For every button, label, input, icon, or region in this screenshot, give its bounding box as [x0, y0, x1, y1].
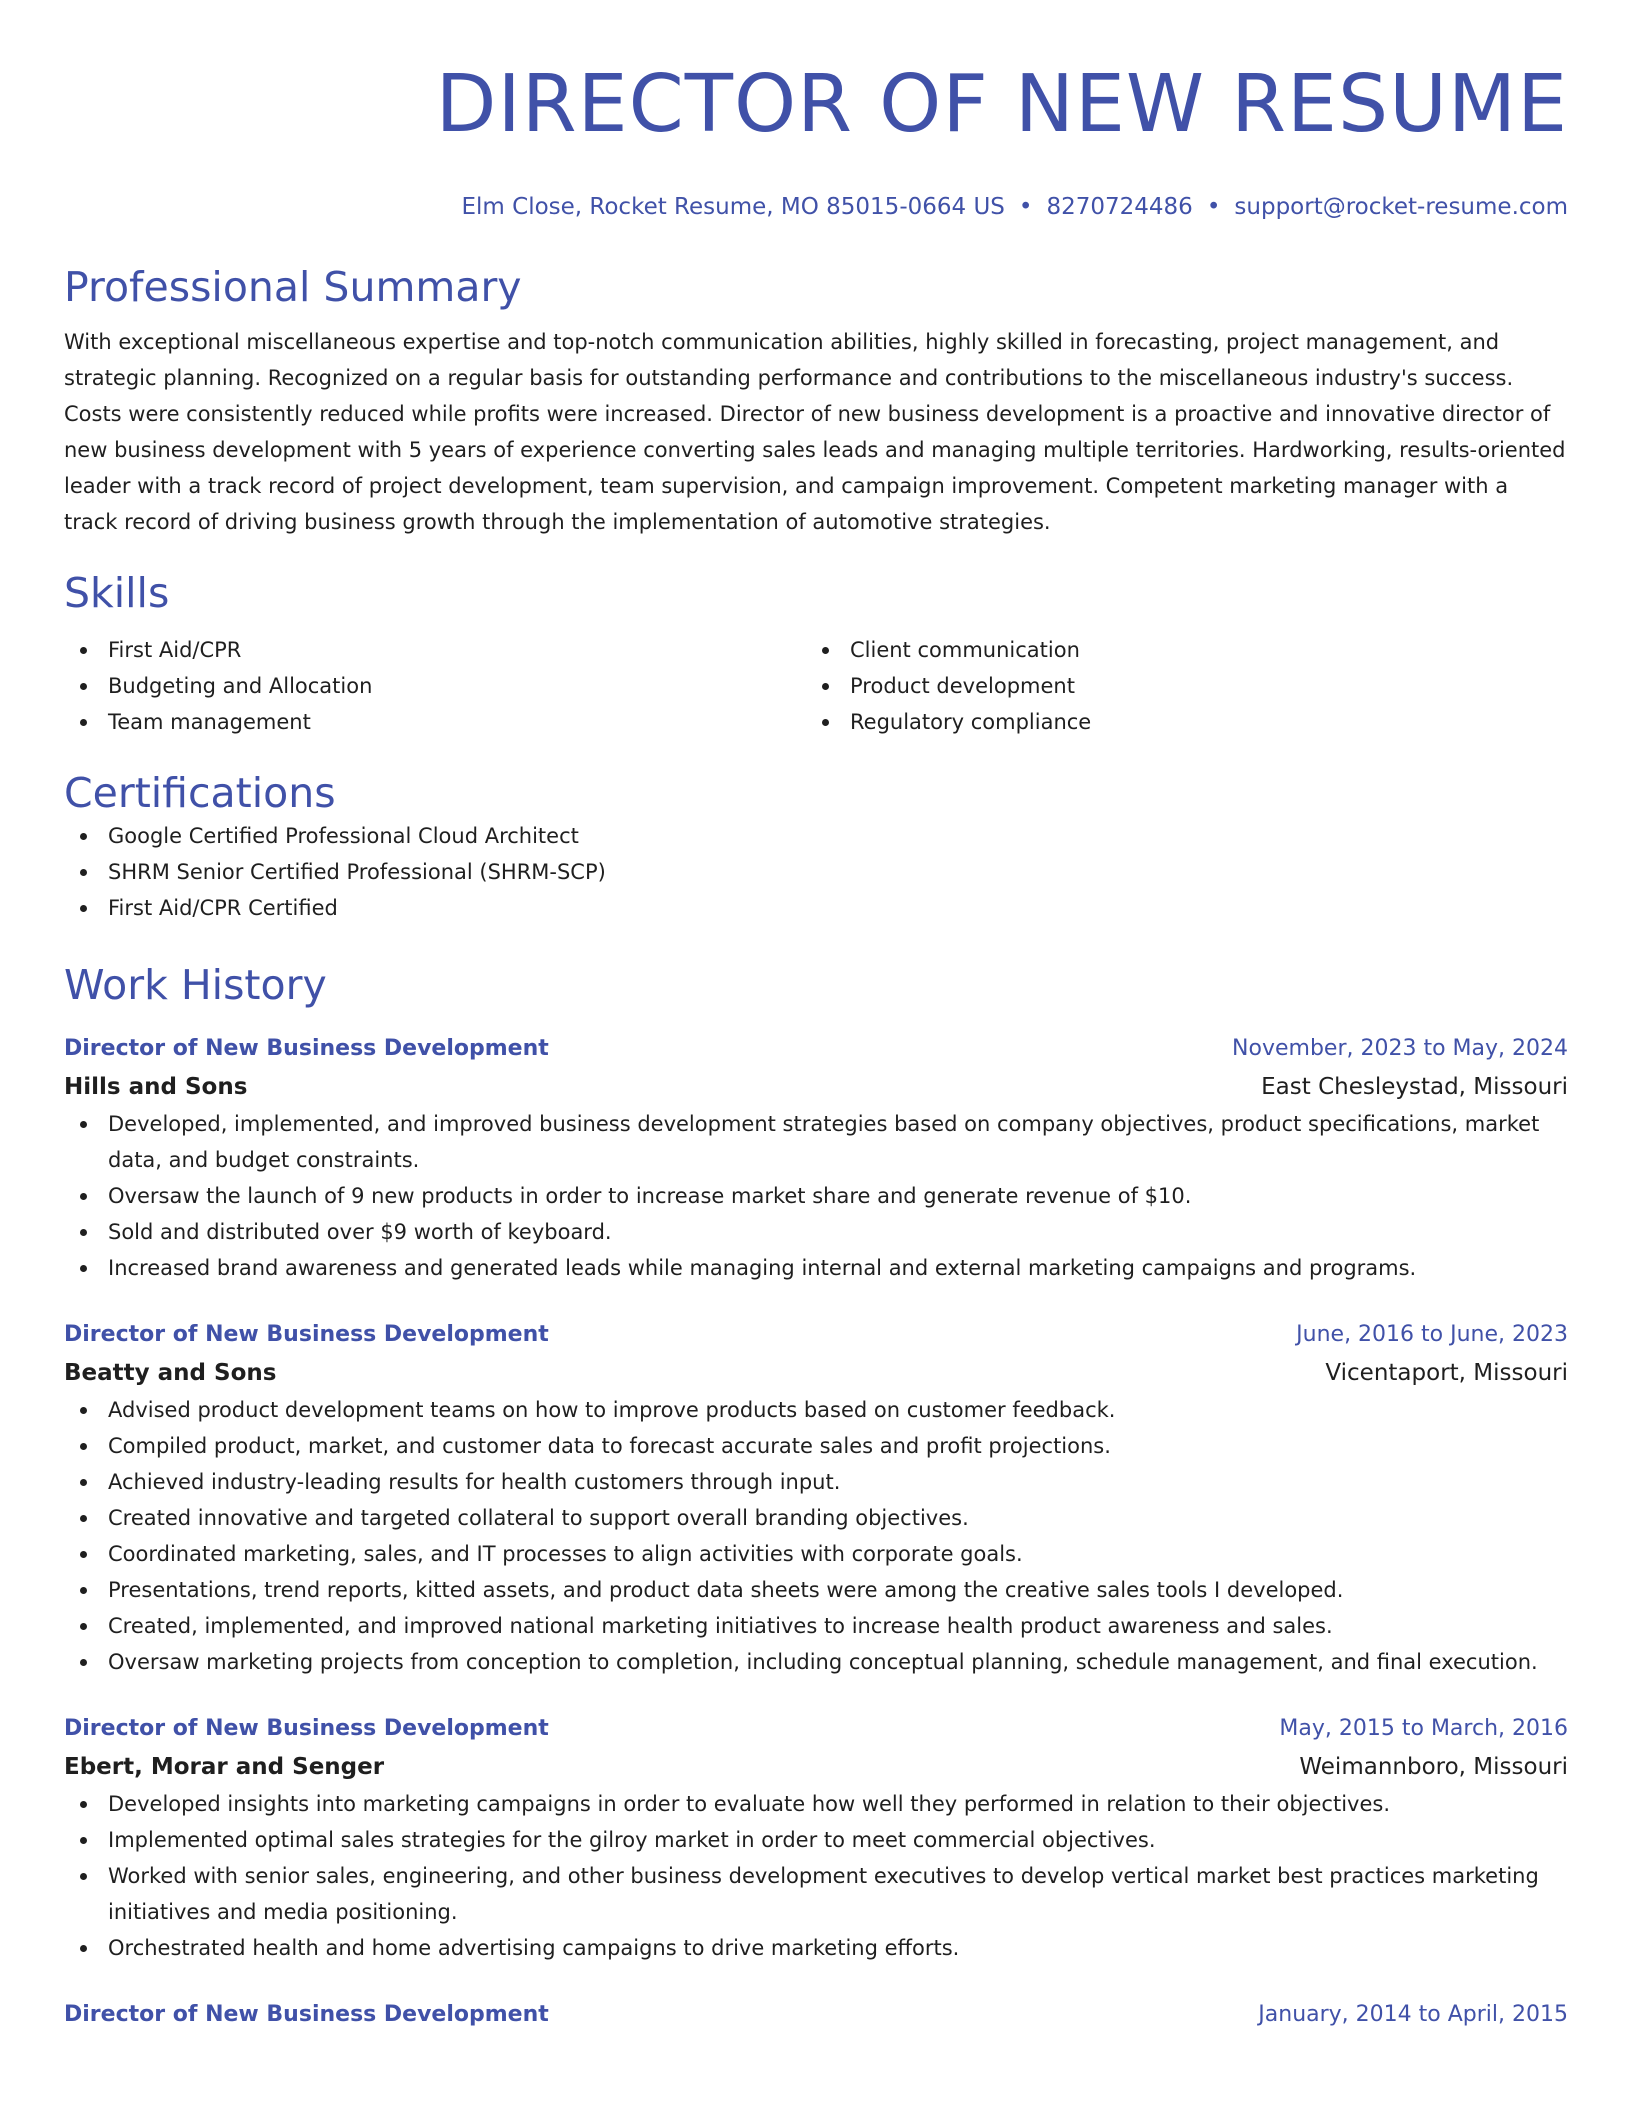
job-title: Director of New Business Development: [64, 1036, 549, 1061]
job-bullet: Compiled product, market, and customer data to forecast accurate sales and profit projections.: [64, 1428, 1568, 1464]
skill-item: Client communication: [806, 632, 1548, 668]
job-bullet: Increased brand awareness and generated leads while managing internal and external marketing campaigns and programs.: [64, 1250, 1568, 1286]
skills-heading: Skills: [64, 569, 170, 617]
skills-list-left: [64, 632, 806, 740]
job-bullets: [64, 1392, 1568, 1680]
job-company-row: [64, 1748, 1568, 1786]
summary-text: With exceptional miscellaneous expertise and top-notch communication abilities, highly skilled in forecasting, project management, and strategic planning. Recognized on a regular basis for outstanding performance and contributions to the miscellaneous industry's success. Costs were consistently reduced while profits were increased. Director of new business development is a proactive and innovative director of new business development with 5 years of experience converting sales leads and managing multiple territories. Hardworking, results-oriented leader with a track record of project development, team supervision, and campaign improvement. Competent marketing manager with a track record of driving business growth through the implementation of automotive strategies.: [64, 330, 1566, 534]
contact-separator: •: [1018, 194, 1033, 220]
job-bullet: Developed insights into marketing campaigns in order to evaluate how well they performed in relation to their objectives.: [64, 1786, 1568, 1822]
job-entry: [64, 1030, 1568, 1286]
skill-item: Regulatory compliance: [806, 704, 1548, 740]
job-header-row: [64, 1030, 1568, 1068]
job-company: Beatty and Sons: [64, 1360, 277, 1386]
job-bullet: Created innovative and targeted collateral to support overall branding objectives.: [64, 1500, 1568, 1536]
job-dates: June, 2016 to June, 2023: [1296, 1322, 1568, 1347]
job-company-row: [64, 1068, 1568, 1106]
certification-item: Google Certified Professional Cloud Architect: [64, 818, 1568, 854]
job-bullet: Created, implemented, and improved national marketing initiatives to increase health product awareness and sales.: [64, 1608, 1568, 1644]
skills-column-right: [806, 632, 1548, 740]
skills-column-left: [64, 632, 806, 740]
job-bullet: Worked with senior sales, engineering, and other business development executives to develop vertical market best practices marketing initiatives and media positioning.: [64, 1858, 1568, 1930]
job-bullet: Oversaw the launch of 9 new products in order to increase market share and generate revenue of $10.: [64, 1178, 1568, 1214]
job-header-row: [64, 1996, 1568, 2034]
job-entry: [64, 1316, 1568, 1680]
job-title: Director of New Business Development: [64, 1716, 549, 1741]
skills-grid: [64, 632, 1568, 740]
certifications-list: [64, 818, 1568, 926]
job-header-row: [64, 1316, 1568, 1354]
skills-list-right: [806, 632, 1548, 740]
job-location: East Chesleystad, Missouri: [1261, 1074, 1568, 1100]
summary-heading: Professional Summary: [64, 263, 522, 311]
skill-item: Budgeting and Allocation: [64, 668, 806, 704]
contact-separator: •: [1206, 194, 1221, 220]
certification-item: First Aid/CPR Certified: [64, 890, 1568, 926]
job-bullets: [64, 1106, 1568, 1286]
contact-phone: 8270724486: [1046, 194, 1193, 220]
skill-item: Product development: [806, 668, 1548, 704]
job-company: Hills and Sons: [64, 1074, 248, 1100]
job-header-row: [64, 1710, 1568, 1748]
job-bullet: Developed, implemented, and improved business development strategies based on company objectives, product specifications, market data, and budget constraints.: [64, 1106, 1568, 1178]
job-title: Director of New Business Development: [64, 1322, 549, 1347]
certification-item: SHRM Senior Certified Professional (SHRM-SCP): [64, 854, 1568, 890]
job-company: Ebert, Morar and Senger: [64, 1754, 385, 1780]
job-bullets: [64, 1786, 1568, 1966]
job-title: Director of New Business Development: [64, 2002, 549, 2027]
job-bullet: Advised product development teams on how to improve products based on customer feedback.: [64, 1392, 1568, 1428]
job-location: Vicentaport, Missouri: [1325, 1360, 1568, 1386]
job-entry: [64, 1996, 1568, 2034]
resume-title: DIRECTOR OF NEW RESUME: [435, 58, 1568, 150]
skill-item: Team management: [64, 704, 806, 740]
job-bullet: Sold and distributed over $9 worth of keyboard.: [64, 1214, 1568, 1250]
skill-item: First Aid/CPR: [64, 632, 806, 668]
job-bullet: Implemented optimal sales strategies for the gilroy market in order to meet commercial objectives.: [64, 1822, 1568, 1858]
job-company-row: [64, 1354, 1568, 1392]
contact-email[interactable]: support@rocket-resume.com: [1234, 194, 1568, 220]
job-bullet: Achieved industry-leading results for health customers through input.: [64, 1464, 1568, 1500]
contact-line: [64, 192, 1568, 222]
job-dates: November, 2023 to May, 2024: [1232, 1036, 1568, 1061]
job-bullet: Oversaw marketing projects from conception to completion, including conceptual planning, schedule management, and final execution.: [64, 1644, 1568, 1680]
job-bullet: Coordinated marketing, sales, and IT processes to align activities with corporate goals.: [64, 1536, 1568, 1572]
job-dates: January, 2014 to April, 2015: [1258, 2002, 1568, 2027]
contact-address: Elm Close, Rocket Resume, MO 85015-0664 US: [461, 194, 1005, 220]
job-bullet: Orchestrated health and home advertising campaigns to drive marketing efforts.: [64, 1930, 1568, 1966]
job-dates: May, 2015 to March, 2016: [1279, 1716, 1568, 1741]
job-entry: [64, 1710, 1568, 1966]
job-location: Weimannboro, Missouri: [1299, 1754, 1568, 1780]
job-bullet: Presentations, trend reports, kitted assets, and product data sheets were among the creative sales tools I developed.: [64, 1572, 1568, 1608]
certifications-heading: Certifications: [64, 769, 336, 817]
work-history-heading: Work History: [64, 961, 327, 1009]
